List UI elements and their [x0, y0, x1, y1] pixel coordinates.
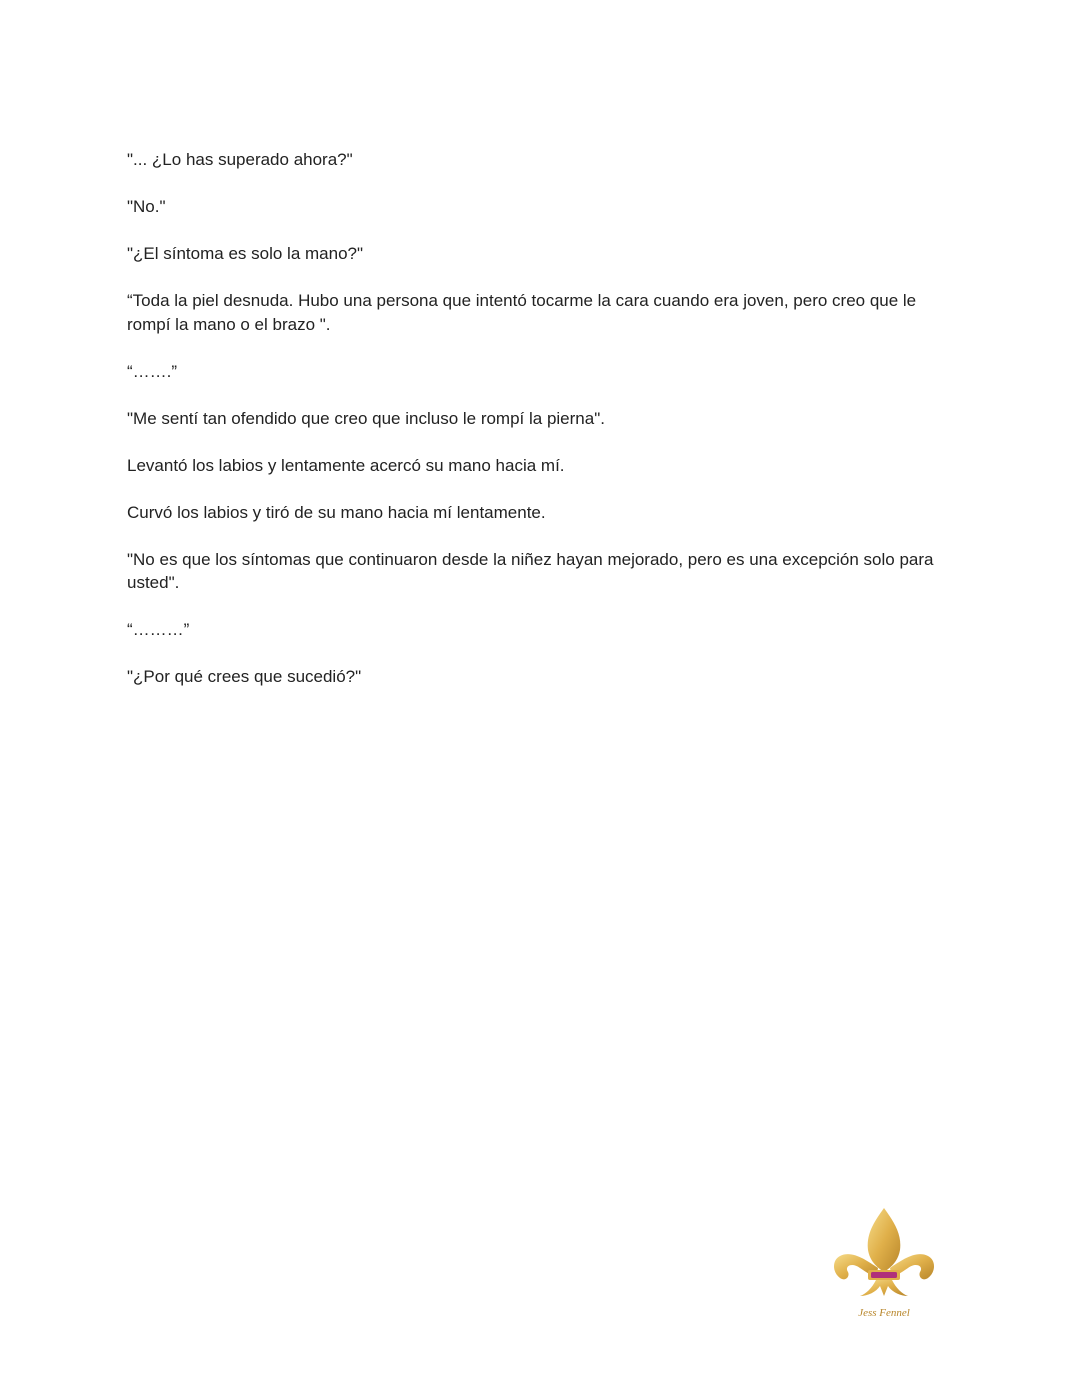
- paragraph: “…….”: [127, 361, 178, 381]
- paragraph: "¿El síntoma es solo la mano?": [127, 244, 364, 263]
- paragraph: "No es que los síntomas que continuaron desde la niñez hayan mejorado, pero es una excepción solo para usted".: [127, 549, 934, 592]
- paragraph: “Toda la piel desnuda. Hubo una persona que intentó tocarme la cara cuando era joven, pero creo que le rompí la mano o el brazo ".: [127, 291, 917, 334]
- paragraph: "Me sentí tan ofendido que creo que incluso le rompí la pierna".: [127, 408, 605, 428]
- paragraph: "No.": [127, 197, 166, 216]
- fleur-de-lis-icon: [826, 1200, 942, 1324]
- fleur-de-lis-logo: [826, 1200, 942, 1324]
- svg-text:Jess Fennel: Jess Fennel: [858, 1307, 910, 1319]
- paragraph: Levantó los labios y lentamente acercó su mano hacia mí.: [127, 455, 565, 475]
- paragraph: "¿Por qué crees que sucedió?": [127, 667, 362, 686]
- paragraph: “………”: [127, 620, 190, 639]
- paragraph: Curvó los labios y tiró de su mano hacia mí lentamente.: [127, 502, 546, 522]
- document-body: [127, 148, 953, 712]
- paragraph: "... ¿Lo has superado ahora?": [127, 150, 353, 169]
